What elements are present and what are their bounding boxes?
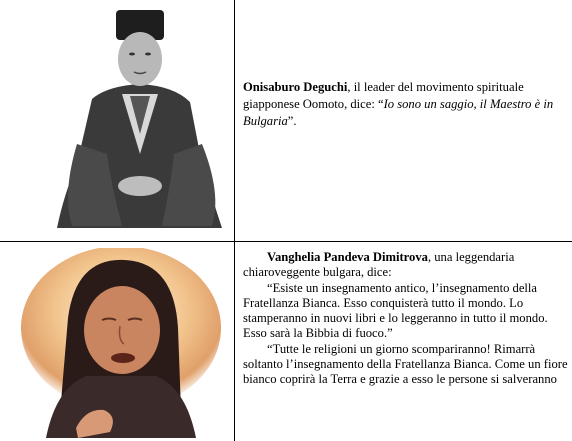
vanga-intro-paragraph [243, 250, 568, 281]
row-divider [0, 241, 572, 242]
deguchi-outro: ”. [287, 114, 297, 128]
deguchi-caption [243, 79, 565, 130]
deguchi-quote: Io sono un saggio, il Maestro è in Bulgaria [243, 97, 554, 128]
vanga-caption [243, 250, 568, 388]
vanga-quote-2: “Tutte le religioni un giorno scompariranno! Rimarrà soltanto l’insegnamento della Fratellanza Bianca. Come un fiore bianco coprirà la Terra e grazie a esso le persone si salveranno [243, 341, 568, 387]
column-divider [234, 0, 235, 441]
deguchi-portrait [52, 4, 228, 228]
deguchi-name: Onisaburo Deguchi [243, 80, 348, 94]
vanga-portrait [6, 248, 228, 438]
deguchi-intro: , il leader del movimento spirituale giapponese Oomoto, dice: “ [243, 80, 524, 111]
vanga-name: Vanghelia Pandeva Dimitrova [267, 250, 428, 264]
vanga-quote-1: “Esiste un insegnamento antico, l’insegnamento della Fratellanza Bianca. Esso conquisterà tutto il mondo. Lo stamperanno in nuovi libri e lo leggeranno in tutto il mondo. Esso sarà la Bibbia di fuoco.” [243, 280, 548, 341]
vanga-intro: , una leggendaria chiaroveggente bulgara, dice: [243, 250, 515, 280]
